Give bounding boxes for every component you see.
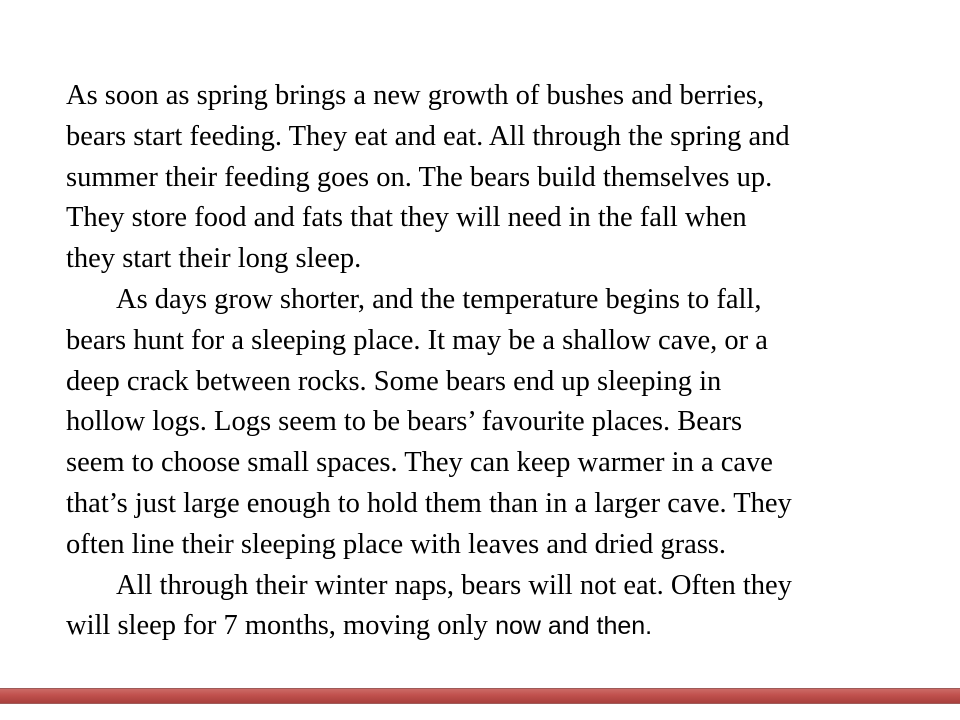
text-line: that’s just large enough to hold them than in a larger cave. They: [66, 487, 792, 519]
text-line: seem to choose small spaces. They can keep warmer in a cave: [66, 447, 773, 479]
text-line: All through their winter naps, bears will not eat. Often they: [116, 569, 792, 601]
text-line: They store food and fats that they will need in the fall when: [66, 202, 747, 234]
footer-accent-bar: [0, 688, 960, 704]
paragraph-1: [66, 76, 936, 280]
text-line: often line their sleeping place with leaves and dried grass.: [66, 528, 727, 560]
text-line: bears hunt for a sleeping place. It may be a shallow cave, or a: [66, 324, 768, 356]
text-line: summer their feeding goes on. The bears build themselves up.: [66, 161, 773, 193]
text-line: bears start feeding. They eat and eat. All through the spring and: [66, 120, 790, 152]
slide-body-text: [66, 76, 936, 647]
text-line: As soon as spring brings a new growth of bushes and berries,: [66, 80, 765, 111]
text-line-start: will sleep for 7 months, moving only: [66, 610, 496, 642]
paragraph-2: [66, 280, 936, 566]
text-line: deep crack between rocks. Some bears end up sleeping in: [66, 365, 722, 397]
text-tail: now and then.: [495, 612, 653, 641]
text-line: hollow logs. Logs seem to be bears’ favourite places. Bears: [66, 406, 743, 438]
paragraph-3: [66, 566, 936, 648]
text-line: they start their long sleep.: [66, 243, 362, 275]
text-line-last: [66, 606, 936, 647]
text-line: As days grow shorter, and the temperature begins to fall,: [116, 283, 762, 315]
